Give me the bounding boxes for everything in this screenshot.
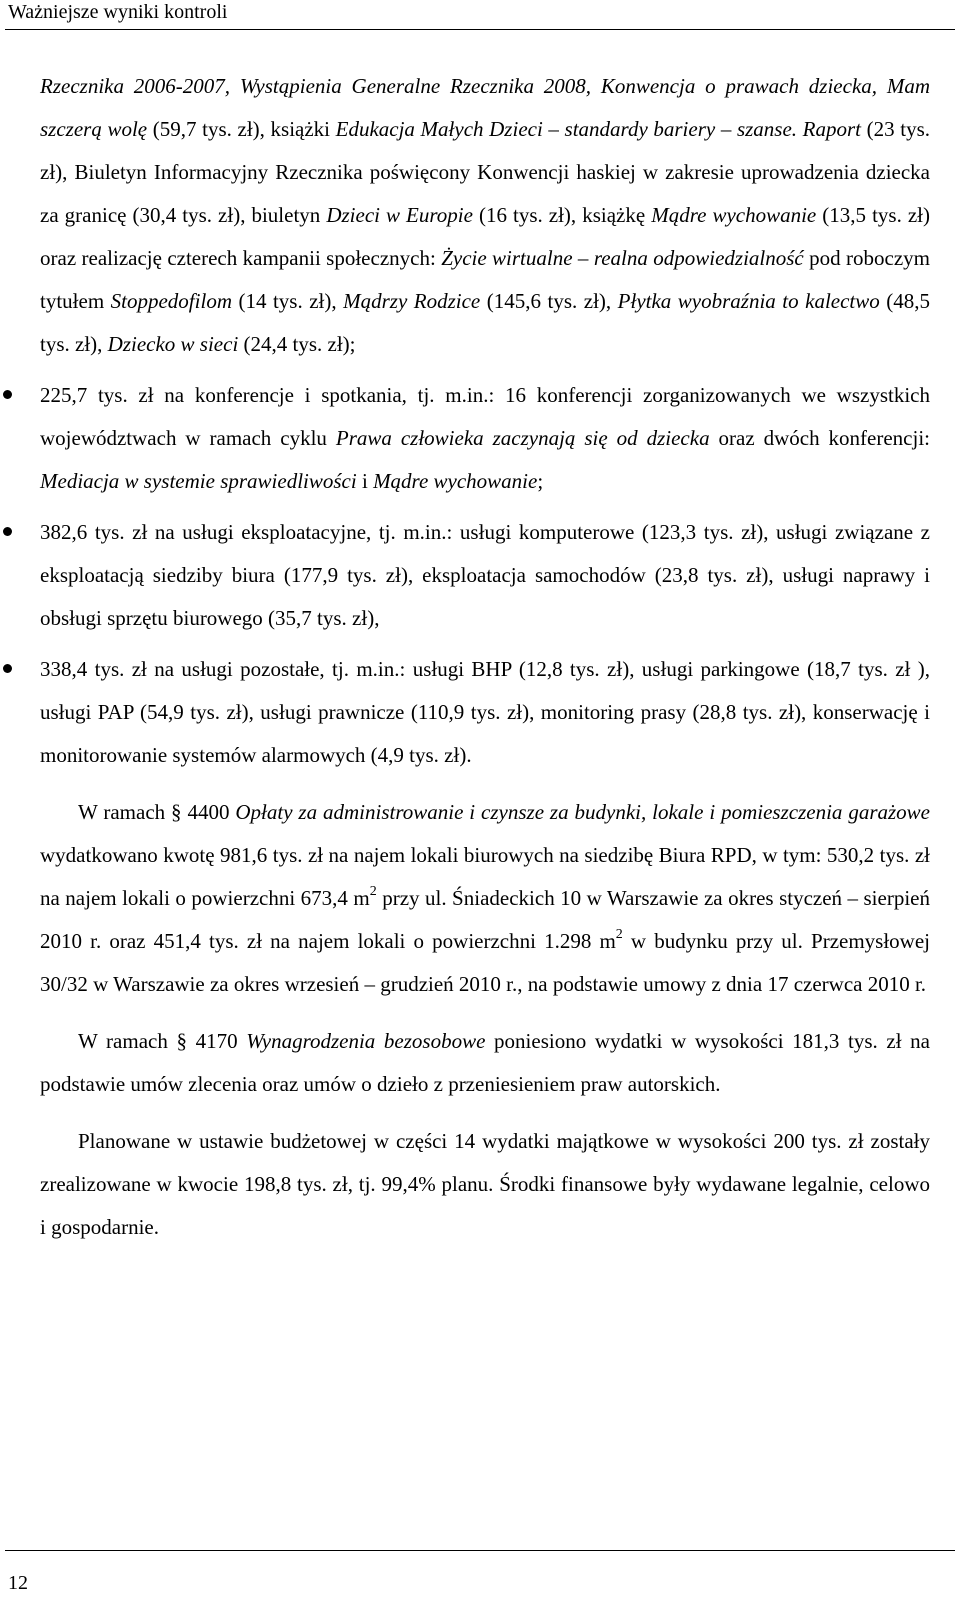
- document-body: [40, 65, 930, 1249]
- page-number: 12: [8, 1572, 28, 1594]
- text-span: Dziecko w sieci: [107, 332, 239, 356]
- text-span: (13,5 tys. zł) oraz realizację czterech kampanii społecznych:: [40, 203, 931, 270]
- text-span: wydatkowano kwotę 981,6 tys. zł na najem lokali biurowych na siedzibę Biura RPD, w tym: 530,2 tys. zł na najem lokali o powierzchni 673,4 m: [40, 843, 930, 910]
- text-span: (14 tys. zł),: [231, 289, 344, 313]
- superscript: 2: [615, 927, 623, 942]
- text-span: Mądre wychowanie: [651, 203, 817, 227]
- text-span: (145,6 tys. zł),: [480, 289, 618, 313]
- text-span: i: [356, 469, 374, 493]
- bullet-list: [40, 374, 930, 777]
- paragraph-section-4400: [40, 791, 930, 1006]
- text-span: (16 tys. zł), książkę: [472, 203, 652, 227]
- text-span: Planowane w ustawie budżetowej w części 14 wydatki majątkowe w wysokości 200 tys. zł zostały zrealizowane w kwocie 198,8 tys. zł, tj. 99,4% planu. Środki finansowe były wydawane legalnie, celowo i gospodarnie.: [40, 1129, 930, 1239]
- text-span: (59,7 tys. zł), książki: [147, 117, 336, 141]
- text-span: 382,6 tys. zł na usługi eksploatacyjne, tj. m.in.: usługi komputerowe (123,3 tys. zł), usługi związane z eksploatacją siedziby biura (177,9 tys. zł), eksploatacja samochodów (23,8 tys. zł), usługi naprawy i obsługi sprzętu biurowego (35,7 tys. zł),: [40, 520, 930, 630]
- paragraph-section-4170: [40, 1020, 930, 1106]
- text-span: Płytka wyobraźnia to kalectwo: [617, 289, 880, 313]
- header-rule: [5, 29, 955, 30]
- text-span: Wynagrodzenia bezosobowe: [246, 1029, 486, 1053]
- bullet-item-conferences: [40, 374, 930, 503]
- bullet-icon: [3, 390, 12, 399]
- bullet-icon: [3, 664, 12, 673]
- text-span: (23 tys. zł), Biuletyn Informacyjny Rzecznika poświęcony Konwencji haskiej w zakresie uprowadzenia dziecka za granicę (30,4 tys. zł), biuletyn: [40, 117, 930, 227]
- text-span: oraz dwóch konferencji:: [709, 426, 931, 450]
- text-span: poniesiono wydatki w wysokości 181,3 tys. zł na podstawie umów zlecenia oraz umów o dzieło z przeniesieniem praw autorskich.: [40, 1029, 930, 1096]
- text-span: (24,4 tys. zł);: [238, 332, 356, 356]
- running-header: [8, 0, 953, 24]
- superscript: 2: [369, 884, 377, 899]
- text-span: Mediacja w systemie sprawiedliwości: [40, 469, 357, 493]
- text-span: 225,7 tys. zł na konferencje i spotkania, tj. m.in.: 16 konferencji zorganizowanych we wszystkich województwach w ramach cyklu: [40, 383, 930, 450]
- text-span: Opłaty za administrowanie i czynsze za budynki, lokale i pomieszczenia garażowe: [235, 800, 930, 824]
- text-span: Mądrzy Rodzice: [343, 289, 481, 313]
- text-span: Stoppedofilom: [110, 289, 232, 313]
- bullet-icon: [3, 527, 12, 536]
- text-span: W ramach § 4170: [78, 1029, 247, 1053]
- text-span: W ramach § 4400: [78, 800, 236, 824]
- footer-rule: [5, 1550, 955, 1551]
- text-span: 338,4 tys. zł na usługi pozostałe, tj. m.in.: usługi BHP (12,8 tys. zł), usługi parkingowe (18,7 tys. zł ), usługi PAP (54,9 tys. zł), usługi prawnicze (110,9 tys. zł), monitoring prasy (28,8 tys. zł), konserwację i monitorowanie systemów alarmowych (4,9 tys. zł).: [40, 657, 930, 767]
- bullet-item-other-services: [40, 648, 930, 777]
- text-span: Edukacja Małych Dzieci – standardy bariery – szanse. Raport: [335, 117, 861, 141]
- text-span: przy ul. Śniadeckich 10 w Warszawie za okres styczeń – sierpień 2010 r. oraz 451,4 tys. zł na najem lokali o powierzchni 1.298 m: [40, 886, 930, 953]
- text-span: Życie wirtualne – realna odpowiedzialność: [441, 246, 804, 270]
- bullet-item-operational-services: [40, 511, 930, 640]
- header-title: Ważniejsze wyniki kontroli: [8, 1, 228, 23]
- paragraph-capital-expenditure: [40, 1120, 930, 1249]
- text-span: Mądre wychowanie: [373, 469, 538, 493]
- text-span: pod roboczym tytułem: [40, 246, 930, 313]
- text-span: Rzecznika 2006-2007, Wystąpienia Generalne Rzecznika 2008, Konwencja o prawach dziecka, Mam szczerą wolę: [40, 74, 930, 141]
- text-span: w budynku przy ul. Przemysłowej 30/32 w Warszawie za okres wrzesień – grudzień 2010 r., na podstawie umowy z dnia 17 czerwca 2010 r.: [40, 929, 930, 996]
- text-span: Dzieci w Europie: [326, 203, 473, 227]
- text-span: Prawa człowieka zaczynają się od dziecka: [335, 426, 710, 450]
- text-span: (48,5 tys. zł),: [40, 289, 931, 356]
- paragraph-publications: [40, 65, 930, 366]
- text-span: ;: [537, 469, 544, 493]
